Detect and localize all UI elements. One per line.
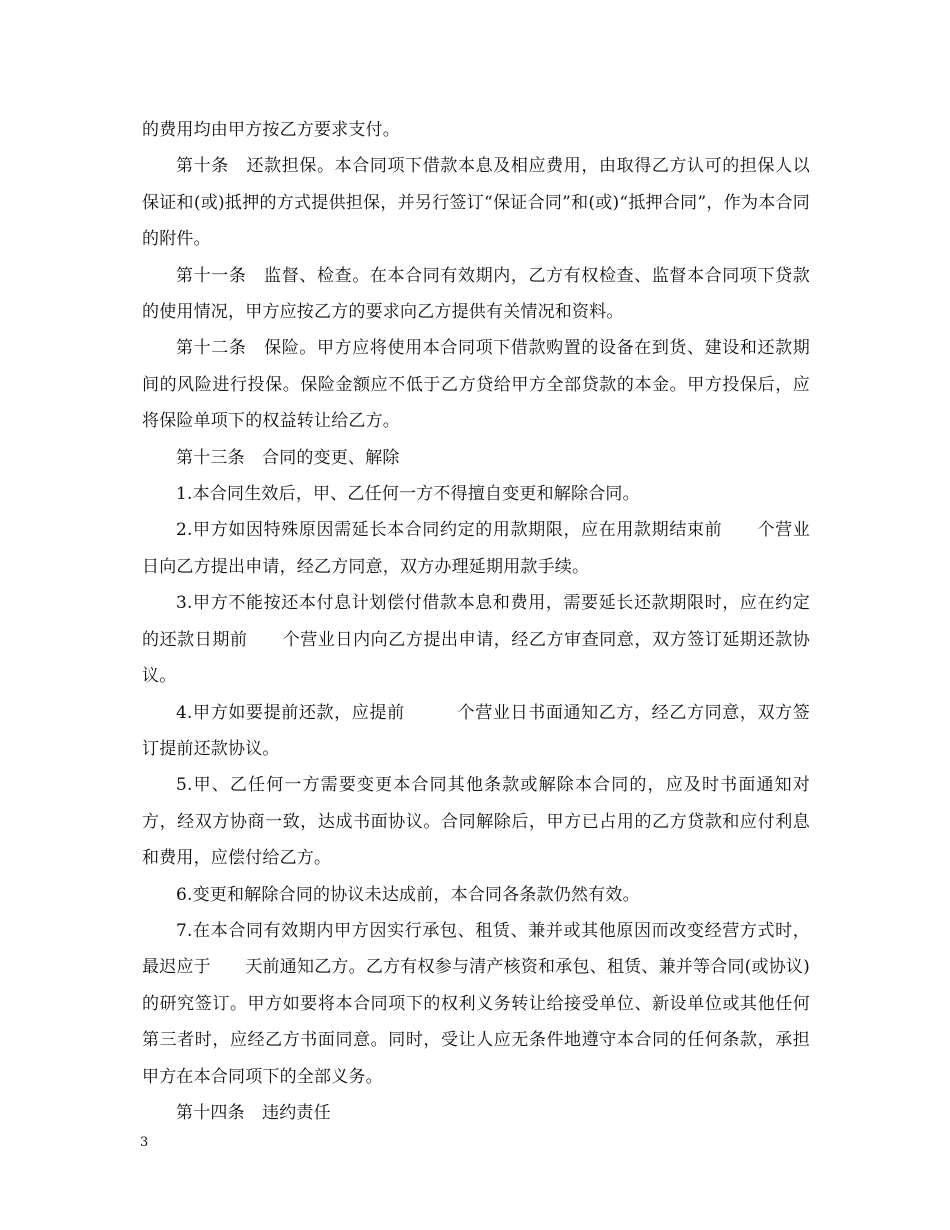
article-13-item-5: 5.甲、乙任何一方需要变更本合同其他条款或解除本合同的，应及时书面通知对方，经双方协商一致，达成书面协议。合同解除后，甲方已占用的乙方贷款和应付利息和费用，应偿付给乙方。: [142, 775, 810, 869]
article-13-item-3: 3.甲方不能按还本付息计划偿付借款本息和费用，需要延长还款期限时，应在约定的还款日期前 个营业日内向乙方提出申请，经乙方审查同意，双方签订延期还款协议。: [142, 593, 810, 687]
article-13-heading: 第十三条 合同的变更、解除: [176, 447, 400, 468]
article-13-item-7: 7.在本合同有效期内甲方因实行承包、租赁、兼并或其他原因而改变经营方式时，最迟应于 天前通知乙方。乙方有权参与清产核资和承包、租赁、兼并等合同(或协议)的研究签订。甲方如要将本合同项下的权利义务转让给接受单位、新设单位或其他任何第三者时，应经乙方书面同意。同时，受让人应无条件地遵守本合同的任何条款，承担甲方在本合同项下的全部义务。: [142, 920, 810, 1087]
article-13-item-2: 2.甲方如因特殊原因需延长本合同约定的用款期限，应在用款期结束前 个营业日向乙方提出申请，经乙方同意，双方办理延期用款手续。: [142, 520, 810, 577]
article-12-insurance: 第十二条 保险。甲方应将使用本合同项下借款购置的设备在到货、建设和还款期间的风险进行投保。保险金额应不低于乙方贷给甲方全部贷款的本金。甲方投保后，应将保险单项下的权益转让给乙方。: [142, 338, 810, 432]
article-13-item-6: 6.变更和解除合同的协议未达成前，本合同各条款仍然有效。: [176, 884, 640, 905]
article-13-item-4: 4.甲方如要提前还款，应提前 个营业日书面通知乙方，经乙方同意，双方签订提前还款协议。: [142, 702, 810, 759]
article-11-supervision: 第十一条 监督、检查。在本合同有效期内，乙方有权检查、监督本合同项下贷款的使用情况，甲方应按乙方的要求向乙方提供有关情况和资料。: [142, 265, 810, 323]
paragraph-continuation: 的费用均由甲方按乙方要求支付。: [142, 120, 400, 140]
page-number: 3: [140, 1135, 149, 1150]
article-14-heading: 第十四条 违约责任: [176, 1102, 331, 1123]
article-10-guarantee: 第十条 还款担保。本合同项下借款本息及相应费用，由取得乙方认可的担保人以保证和(或)抵押的方式提供担保，并另行签订“保证合同”和(或)“抵押合同”，作为本合同的附件。: [142, 156, 810, 250]
article-13-item-1: 1.本合同生效后，甲、乙任何一方不得擅自变更和解除合同。: [176, 484, 640, 505]
contract-body: [142, 112, 810, 1131]
